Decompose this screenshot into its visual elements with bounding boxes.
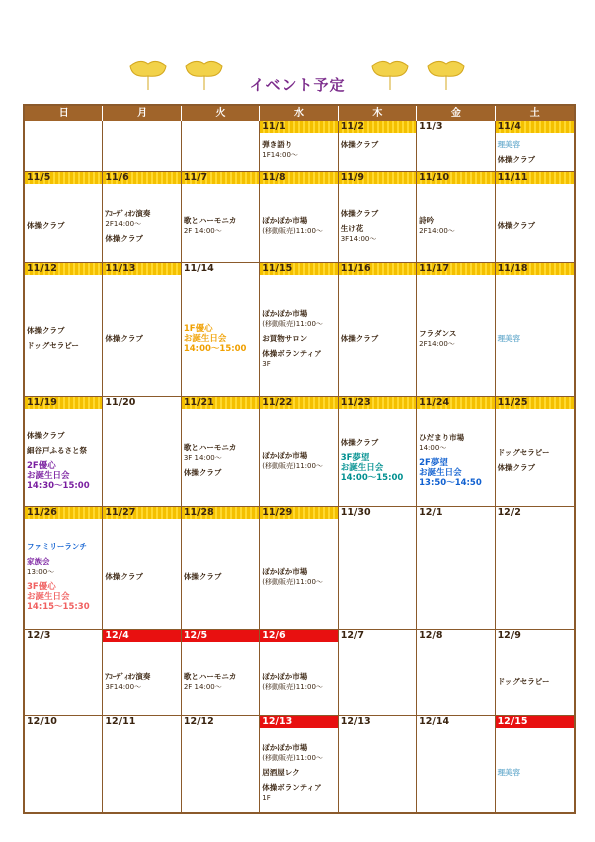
day-date-label — [25, 121, 102, 133]
day-date-label: 12/4 — [103, 630, 180, 642]
calendar-day-cell — [260, 716, 338, 812]
day-events — [496, 133, 574, 165]
calendar-day-cell — [182, 172, 260, 263]
event-item: 3F14:00～ — [105, 682, 142, 691]
calendar-day-cell — [496, 263, 574, 397]
day-events — [182, 133, 259, 135]
day-date-label: 11/5 — [25, 172, 102, 184]
day-date-label: 12/5 — [182, 630, 259, 642]
day-events — [103, 409, 180, 458]
calendar-day-cell — [25, 507, 103, 630]
event-item: ドッグセラピー — [497, 448, 550, 457]
event-item: 細谷戸ふるさと祭 — [27, 445, 87, 455]
day-events — [260, 133, 337, 160]
day-date-label: 11/14 — [183, 263, 214, 274]
event-item: 体操ボランティア — [262, 348, 322, 358]
event-item: フラダンス — [419, 328, 457, 338]
calendar-day-cell — [182, 507, 260, 630]
calendar-day-cell — [260, 397, 338, 507]
day-date-label: 12/12 — [183, 716, 214, 727]
day-events — [496, 728, 574, 778]
day-date-label — [182, 121, 259, 133]
day-events — [417, 409, 494, 488]
day-date-label: 11/7 — [182, 172, 259, 184]
weekday-header: 火 — [182, 106, 260, 121]
event-item: 2F 14:00～ — [183, 682, 222, 691]
day-date-label: 11/23 — [339, 397, 416, 409]
day-date-label: 12/1 — [419, 507, 443, 518]
calendar-day-cell — [182, 121, 260, 172]
event-item: 13:00～ — [27, 568, 55, 576]
calendar-day-cell — [103, 172, 181, 263]
event-item: 体操クラブ — [340, 333, 379, 343]
event-item: 2F優心 — [27, 460, 56, 471]
event-item: ドッグセラピー — [497, 676, 550, 686]
event-calendar — [23, 104, 576, 814]
calendar-day-cell — [25, 121, 103, 172]
event-item: 弾き語り — [262, 140, 293, 149]
event-item: ぽかぽか市場 — [262, 567, 308, 576]
calendar-day-cell — [417, 630, 495, 716]
event-item: 理美容 — [497, 140, 521, 149]
event-item: 体操ボランティア — [262, 782, 322, 792]
event-item: 詩吟 — [419, 216, 435, 225]
event-item: ｱｺｰﾃﾞｨｵﾝ演奏 — [105, 671, 151, 681]
day-events — [339, 133, 416, 150]
event-item: 家族会 — [27, 557, 50, 566]
calendar-day-cell — [25, 630, 103, 716]
day-events — [25, 642, 102, 679]
day-date-label: 12/13 — [260, 716, 337, 728]
event-item: 理美容 — [497, 767, 521, 777]
event-item: 体操クラブ — [497, 463, 536, 472]
event-item: 2F14:00～ — [105, 219, 142, 228]
day-events — [339, 642, 416, 679]
day-date-label: 12/3 — [27, 630, 51, 641]
event-item: ぽかぽか市場 — [262, 671, 308, 681]
event-item: お誕生日会 — [419, 468, 462, 478]
event-item: 3F夢望 — [340, 453, 370, 463]
day-date-label: 11/29 — [260, 507, 337, 519]
event-item: (移動販売)11:00～ — [262, 682, 323, 691]
event-item: (移動販売)11:00～ — [262, 461, 323, 470]
calendar-day-cell — [25, 172, 103, 263]
day-date-label: 11/12 — [25, 263, 102, 275]
day-events — [496, 642, 574, 687]
event-item: (移動販売)11:00～ — [262, 578, 323, 586]
event-item: 歌とハーモニカ — [183, 671, 237, 681]
day-events — [25, 133, 102, 135]
event-item: ｱｺｰﾃﾞｨｵﾝ演奏 — [105, 208, 151, 218]
day-date-label: 12/7 — [340, 630, 365, 641]
day-date-label: 11/25 — [496, 397, 574, 409]
event-item: 体操クラブ — [105, 572, 143, 581]
event-item: 14:30～15:00 — [27, 480, 90, 491]
event-item: 体操クラブ — [183, 468, 222, 477]
day-events — [182, 275, 259, 354]
page-title: イベント予定 — [249, 76, 346, 94]
day-date-label: 11/21 — [182, 397, 259, 409]
day-events — [496, 519, 574, 575]
calendar-day-cell — [339, 397, 417, 507]
event-item: 歌とハーモニカ — [183, 216, 237, 225]
day-events — [496, 275, 574, 344]
event-item: 体操クラブ — [105, 233, 143, 243]
day-date-label: 11/30 — [340, 507, 371, 518]
day-events — [182, 184, 259, 236]
event-item: 1F14:00～ — [262, 151, 298, 159]
day-events — [25, 728, 102, 770]
calendar-day-cell — [260, 121, 338, 172]
calendar-day-cell — [182, 716, 260, 812]
calendar-day-cell — [103, 507, 181, 630]
day-events — [417, 275, 494, 349]
day-events — [182, 409, 259, 478]
day-date-label: 11/13 — [103, 263, 180, 275]
day-date-label: 11/28 — [182, 507, 259, 519]
event-item: (移動販売)11:00～ — [262, 319, 323, 328]
event-item: 2F14:00～ — [419, 339, 455, 348]
day-date-label: 12/13 — [340, 716, 371, 727]
event-item: 13:50～14:50 — [419, 478, 482, 488]
day-events — [103, 519, 180, 582]
day-date-label: 11/4 — [496, 121, 574, 133]
event-item: 理美容 — [497, 333, 521, 343]
event-item: 2F 14:00～ — [183, 227, 222, 235]
calendar-day-cell — [417, 121, 495, 172]
calendar-day-cell — [103, 263, 181, 397]
calendar-day-cell — [339, 507, 417, 630]
event-item: 2F夢望 — [419, 458, 448, 468]
calendar-day-cell — [417, 507, 495, 630]
day-events — [25, 519, 102, 612]
event-item: 2F14:00～ — [419, 227, 455, 235]
day-date-label: 11/3 — [419, 121, 443, 132]
event-item: (移動販売)11:00～ — [262, 753, 323, 762]
event-item: 居酒屋レク — [262, 767, 300, 777]
day-date-label: 12/9 — [497, 630, 521, 641]
calendar-day-cell — [182, 630, 260, 716]
weekday-header: 月 — [103, 106, 181, 121]
day-date-label: 12/8 — [419, 630, 443, 641]
event-item: お誕生日会 — [340, 463, 384, 473]
calendar-day-cell — [25, 263, 103, 397]
event-item: お誕生日会 — [27, 592, 70, 602]
weekday-header: 土 — [496, 106, 574, 121]
day-events — [339, 184, 416, 244]
day-events — [417, 642, 494, 679]
calendar-day-cell — [496, 630, 574, 716]
day-events — [260, 519, 337, 587]
day-events — [260, 642, 337, 692]
day-events — [25, 409, 102, 491]
calendar-day-cell — [417, 716, 495, 812]
event-item: 3F 14:00～ — [183, 454, 222, 462]
day-events — [417, 133, 494, 135]
calendar-day-cell — [103, 121, 181, 172]
event-item: 体操クラブ — [340, 140, 379, 149]
calendar-day-cell — [496, 507, 574, 630]
day-date-label — [103, 121, 180, 133]
event-item: 3F優心 — [27, 582, 56, 592]
event-item: ファミリーランチ — [27, 542, 87, 551]
day-date-label: 11/6 — [103, 172, 180, 184]
event-item: 体操クラブ — [105, 333, 143, 343]
day-events — [417, 519, 494, 575]
calendar-day-cell — [496, 172, 574, 263]
day-events — [25, 184, 102, 231]
event-item: ぽかぽか市場 — [262, 308, 308, 318]
event-item: 体操クラブ — [497, 155, 536, 164]
event-item: 14:15～15:30 — [27, 602, 90, 612]
calendar-day-cell — [25, 397, 103, 507]
weekday-header: 木 — [339, 106, 417, 121]
event-item: 体操クラブ — [497, 221, 536, 230]
day-events — [339, 519, 416, 575]
event-item: (移動販売)11:00～ — [262, 227, 323, 235]
day-date-label: 11/11 — [496, 172, 574, 184]
event-item: 歌とハーモニカ — [183, 443, 237, 452]
day-events — [103, 728, 180, 770]
day-events — [496, 409, 574, 473]
event-item: 体操クラブ — [183, 572, 222, 581]
day-events — [103, 133, 180, 135]
calendar-day-cell — [182, 397, 260, 507]
day-date-label: 11/17 — [417, 263, 494, 275]
day-date-label: 11/10 — [417, 172, 494, 184]
event-item: 生け花 — [340, 223, 364, 233]
event-item: 14:00～15:00 — [183, 343, 247, 354]
calendar-day-cell — [25, 716, 103, 812]
event-item: お誕生日会 — [27, 470, 70, 481]
calendar-day-cell — [103, 716, 181, 812]
day-events — [417, 184, 494, 236]
day-events — [260, 409, 337, 471]
day-date-label: 11/15 — [260, 263, 337, 275]
day-date-label: 12/2 — [497, 507, 521, 518]
event-item: ぽかぽか市場 — [262, 450, 308, 460]
calendar-day-cell — [339, 121, 417, 172]
calendar-day-cell — [260, 507, 338, 630]
event-item: 14:00～ — [419, 444, 447, 452]
day-events — [182, 642, 259, 692]
event-item: 14:00～15:00 — [340, 473, 404, 483]
day-date-label: 11/26 — [25, 507, 102, 519]
day-date-label: 11/1 — [260, 121, 337, 133]
calendar-day-cell — [103, 397, 181, 507]
weekday-header: 日 — [25, 106, 103, 121]
event-item: 3F14:00～ — [340, 234, 377, 243]
event-item: 体操クラブ — [27, 430, 65, 440]
day-date-label: 12/14 — [419, 716, 450, 727]
event-item: ぽかぽか市場 — [262, 216, 308, 225]
day-date-label: 11/2 — [339, 121, 416, 133]
calendar-day-cell — [339, 263, 417, 397]
day-date-label: 11/16 — [339, 263, 416, 275]
day-date-label: 11/8 — [260, 172, 337, 184]
day-events — [182, 519, 259, 582]
event-item: 1F — [262, 793, 271, 802]
day-events — [260, 728, 337, 803]
day-date-label: 11/22 — [260, 397, 337, 409]
day-events — [496, 184, 574, 231]
day-events — [260, 184, 337, 236]
calendar-day-cell — [417, 263, 495, 397]
event-item: 体操クラブ — [27, 326, 65, 335]
calendar-day-cell — [496, 716, 574, 812]
event-item: お誕生日会 — [183, 333, 227, 344]
day-date-label: 12/11 — [105, 716, 136, 727]
event-item: 体操クラブ — [340, 208, 379, 218]
calendar-day-cell — [417, 172, 495, 263]
calendar-day-cell — [417, 397, 495, 507]
calendar-day-cell — [496, 397, 574, 507]
day-date-label: 11/27 — [103, 507, 180, 519]
day-events — [103, 184, 180, 244]
calendar-day-cell — [260, 263, 338, 397]
event-item: ぽかぽか市場 — [262, 742, 308, 752]
day-date-label: 12/15 — [496, 716, 574, 728]
day-events — [417, 728, 494, 770]
day-events — [182, 728, 259, 770]
day-events — [103, 642, 180, 692]
event-item: 体操クラブ — [340, 438, 379, 447]
calendar-day-cell — [103, 630, 181, 716]
day-date-label: 12/10 — [27, 716, 57, 727]
day-events — [103, 275, 180, 344]
event-item: 3F — [262, 359, 271, 368]
day-date-label: 11/24 — [417, 397, 494, 409]
day-date-label: 11/20 — [105, 397, 136, 408]
event-item: 1F優心 — [183, 323, 213, 334]
day-date-label: 11/19 — [25, 397, 102, 409]
day-date-label: 12/6 — [260, 630, 337, 642]
calendar-day-cell — [339, 172, 417, 263]
calendar-day-cell — [339, 630, 417, 716]
calendar-day-cell — [339, 716, 417, 812]
event-item: お買物サロン — [262, 333, 308, 343]
day-events — [339, 409, 416, 483]
day-events — [339, 728, 416, 770]
event-item: ひだまり市場 — [419, 433, 465, 442]
event-item: ドッグセラピー — [27, 341, 79, 350]
calendar-day-cell — [260, 630, 338, 716]
event-item: 体操クラブ — [27, 221, 65, 230]
day-events — [260, 275, 337, 369]
day-events — [25, 275, 102, 351]
calendar-day-cell — [496, 121, 574, 172]
day-date-label: 11/18 — [496, 263, 574, 275]
weekday-header: 金 — [417, 106, 495, 121]
weekday-header: 水 — [260, 106, 338, 121]
day-date-label: 11/9 — [339, 172, 416, 184]
calendar-day-cell — [182, 263, 260, 397]
calendar-day-cell — [260, 172, 338, 263]
day-events — [339, 275, 416, 344]
